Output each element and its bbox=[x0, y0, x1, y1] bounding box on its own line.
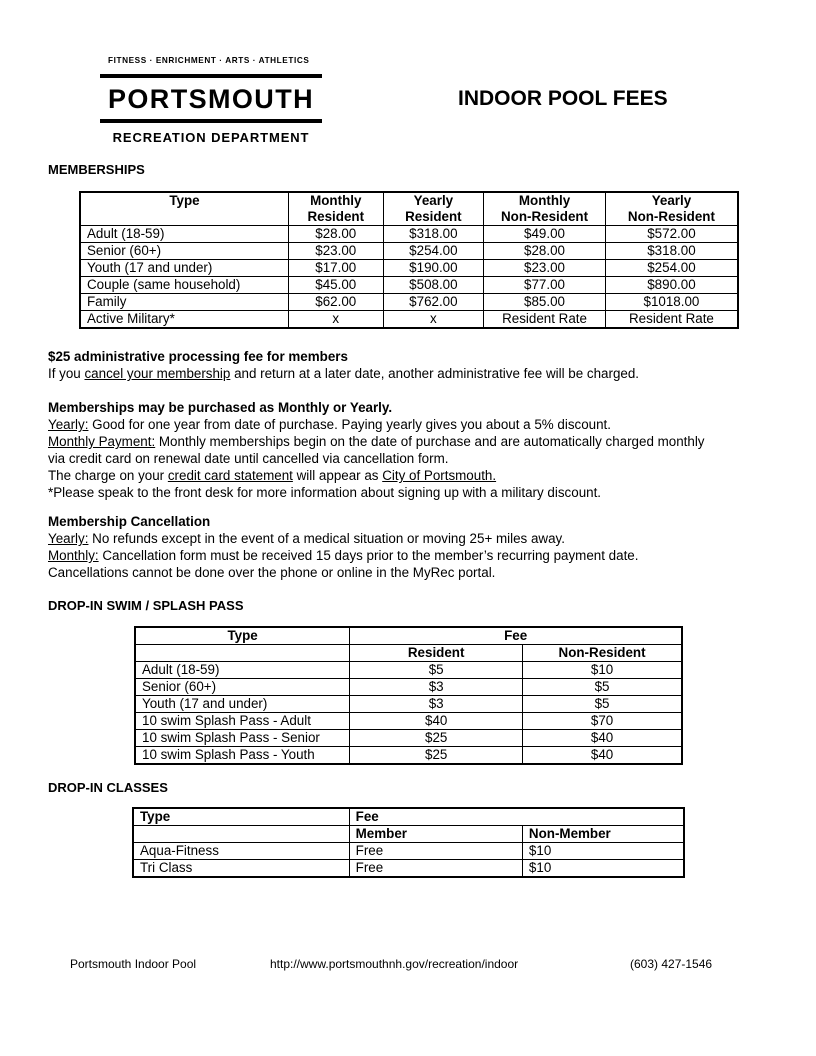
cell-type: Couple (same household) bbox=[80, 277, 288, 294]
page-title: INDOOR POOL FEES bbox=[458, 87, 668, 110]
cell-type: Senior (60+) bbox=[80, 243, 288, 260]
cell-fee: $62.00 bbox=[288, 294, 383, 311]
cell-type: Tri Class bbox=[133, 860, 349, 878]
cell-fee: $5 bbox=[523, 679, 682, 696]
logo-department: RECREATION DEPARTMENT bbox=[112, 130, 310, 145]
header-type: Type bbox=[135, 627, 350, 645]
cell-fee: $70 bbox=[523, 713, 682, 730]
cell-type: Active Military* bbox=[80, 311, 288, 329]
cell-fee: $890.00 bbox=[605, 277, 738, 294]
table-row bbox=[135, 747, 682, 765]
table-row bbox=[133, 843, 684, 860]
cell-type: Adult (18-59) bbox=[135, 662, 350, 679]
logo-name: PORTSMOUTH bbox=[108, 84, 314, 114]
cell-type: Senior (60+) bbox=[135, 679, 350, 696]
cell-fee: $23.00 bbox=[288, 243, 383, 260]
dropin-swim-table bbox=[134, 626, 683, 765]
header-fee: Fee bbox=[350, 627, 682, 645]
header-empty bbox=[133, 826, 349, 843]
dropin-swim-subheader-row bbox=[135, 645, 682, 662]
header-type: Type bbox=[80, 192, 288, 226]
cell-fee: $40 bbox=[523, 730, 682, 747]
table-row bbox=[135, 713, 682, 730]
purchase-military-note: *Please speak to the front desk for more information about signing up with a military discount. bbox=[48, 485, 602, 500]
cell-fee: $1018.00 bbox=[605, 294, 738, 311]
cell-type: 10 swim Splash Pass - Adult bbox=[135, 713, 350, 730]
memberships-heading: MEMBERSHIPS bbox=[48, 162, 145, 177]
cell-fee: $762.00 bbox=[383, 294, 484, 311]
purchase-monthly-line: Monthly Payment: Monthly memberships begin on the date of purchase and are automatically charged monthly bbox=[48, 434, 705, 449]
admin-fee-heading: $25 administrative processing fee for members bbox=[48, 349, 348, 364]
header-monthly-resident: Monthly Resident bbox=[288, 192, 383, 226]
cell-fee: $17.00 bbox=[288, 260, 383, 277]
cell-type: Youth (17 and under) bbox=[80, 260, 288, 277]
cell-fee: $25 bbox=[350, 747, 523, 765]
header-nonmember: Non-Member bbox=[522, 826, 684, 843]
purchase-heading: Memberships may be purchased as Monthly or Yearly. bbox=[48, 400, 393, 415]
cell-fee: $85.00 bbox=[484, 294, 606, 311]
dropin-swim-heading: DROP-IN SWIM / SPLASH PASS bbox=[48, 598, 244, 613]
purchase-monthly-line-2: via credit card on renewal date until cancelled via cancellation form. bbox=[48, 451, 449, 466]
table-row bbox=[135, 679, 682, 696]
header-fee: Fee bbox=[349, 808, 684, 826]
header-empty bbox=[135, 645, 350, 662]
table-row bbox=[80, 277, 738, 294]
header-member: Member bbox=[349, 826, 522, 843]
header-monthly-nonresident: Monthly Non-Resident bbox=[484, 192, 606, 226]
cell-fee: $5 bbox=[350, 662, 523, 679]
header-nonresident: Non-Resident bbox=[523, 645, 682, 662]
cell-fee: $5 bbox=[523, 696, 682, 713]
cell-fee: $45.00 bbox=[288, 277, 383, 294]
cell-fee: $40 bbox=[350, 713, 523, 730]
table-row bbox=[80, 311, 738, 329]
cell-fee: $254.00 bbox=[605, 260, 738, 277]
cancellation-note: Cancellations cannot be done over the phone or online in the MyRec portal. bbox=[48, 565, 496, 580]
table-row bbox=[133, 860, 684, 878]
cell-fee: Free bbox=[349, 843, 522, 860]
table-row bbox=[135, 662, 682, 679]
cell-fee: $508.00 bbox=[383, 277, 484, 294]
purchase-yearly-line: Yearly: Good for one year from date of purchase. Paying yearly gives you about a 5% discount. bbox=[48, 417, 611, 432]
cell-fee: $3 bbox=[350, 696, 523, 713]
cell-fee: $10 bbox=[522, 860, 684, 878]
header-type: Type bbox=[133, 808, 349, 826]
cell-fee: Resident Rate bbox=[484, 311, 606, 329]
cell-fee: $318.00 bbox=[383, 226, 484, 243]
memberships-header-row bbox=[80, 192, 738, 226]
cell-fee: Free bbox=[349, 860, 522, 878]
cell-fee: $49.00 bbox=[484, 226, 606, 243]
table-row bbox=[80, 243, 738, 260]
cell-fee: $28.00 bbox=[288, 226, 383, 243]
footer-name: Portsmouth Indoor Pool bbox=[70, 957, 197, 971]
cell-type: 10 swim Splash Pass - Youth bbox=[135, 747, 350, 765]
admin-fee-line: If you cancel your membership and return at a later date, another administrative fee will be charged. bbox=[48, 366, 640, 381]
footer-phone: (603) 427-1546 bbox=[630, 957, 713, 971]
cell-fee: $28.00 bbox=[484, 243, 606, 260]
cell-fee: $40 bbox=[523, 747, 682, 765]
dropin-classes-table bbox=[132, 807, 685, 878]
logo-top-rule bbox=[100, 74, 322, 78]
table-row bbox=[135, 730, 682, 747]
cell-fee: $77.00 bbox=[484, 277, 606, 294]
cell-fee: $23.00 bbox=[484, 260, 606, 277]
logo-tagline: FITNESS · ENRICHMENT · ARTS · ATHLETICS bbox=[108, 56, 310, 65]
cancel-membership-text: cancel your membership bbox=[84, 366, 231, 381]
cell-type: 10 swim Splash Pass - Senior bbox=[135, 730, 350, 747]
cell-fee: $10 bbox=[522, 843, 684, 860]
cell-fee: $318.00 bbox=[605, 243, 738, 260]
cell-fee: $254.00 bbox=[383, 243, 484, 260]
cell-type: Family bbox=[80, 294, 288, 311]
cell-fee: Resident Rate bbox=[605, 311, 738, 329]
table-row bbox=[135, 696, 682, 713]
cell-fee: $572.00 bbox=[605, 226, 738, 243]
table-row bbox=[80, 226, 738, 243]
cell-fee: x bbox=[288, 311, 383, 329]
footer-url[interactable]: http://www.portsmouthnh.gov/recreation/indoor bbox=[270, 957, 519, 971]
cell-fee: $25 bbox=[350, 730, 523, 747]
cell-fee: x bbox=[383, 311, 484, 329]
dropin-swim-header-row bbox=[135, 627, 682, 645]
cell-type: Adult (18-59) bbox=[80, 226, 288, 243]
cell-fee: $3 bbox=[350, 679, 523, 696]
dropin-classes-header-row bbox=[133, 808, 684, 826]
cell-fee: $10 bbox=[523, 662, 682, 679]
cell-type: Youth (17 and under) bbox=[135, 696, 350, 713]
purchase-charge-line: The charge on your credit card statement will appear as City of Portsmouth. bbox=[48, 468, 497, 483]
memberships-table bbox=[79, 191, 739, 329]
cancellation-monthly-line: Monthly: Cancellation form must be received 15 days prior to the member’s recurring payment date. bbox=[48, 548, 639, 563]
cell-fee: $190.00 bbox=[383, 260, 484, 277]
header-yearly-resident: Yearly Resident bbox=[383, 192, 484, 226]
table-row bbox=[80, 260, 738, 277]
logo-bottom-rule bbox=[100, 119, 322, 123]
cancellation-heading: Membership Cancellation bbox=[48, 514, 211, 529]
header-yearly-nonresident: Yearly Non-Resident bbox=[605, 192, 738, 226]
cancellation-yearly-line: Yearly: No refunds except in the event of a medical situation or moving 25+ miles away. bbox=[48, 531, 565, 546]
dropin-classes-heading: DROP-IN CLASSES bbox=[48, 780, 168, 795]
dropin-classes-subheader-row bbox=[133, 826, 684, 843]
header-resident: Resident bbox=[350, 645, 523, 662]
table-row bbox=[80, 294, 738, 311]
cell-type: Aqua-Fitness bbox=[133, 843, 349, 860]
